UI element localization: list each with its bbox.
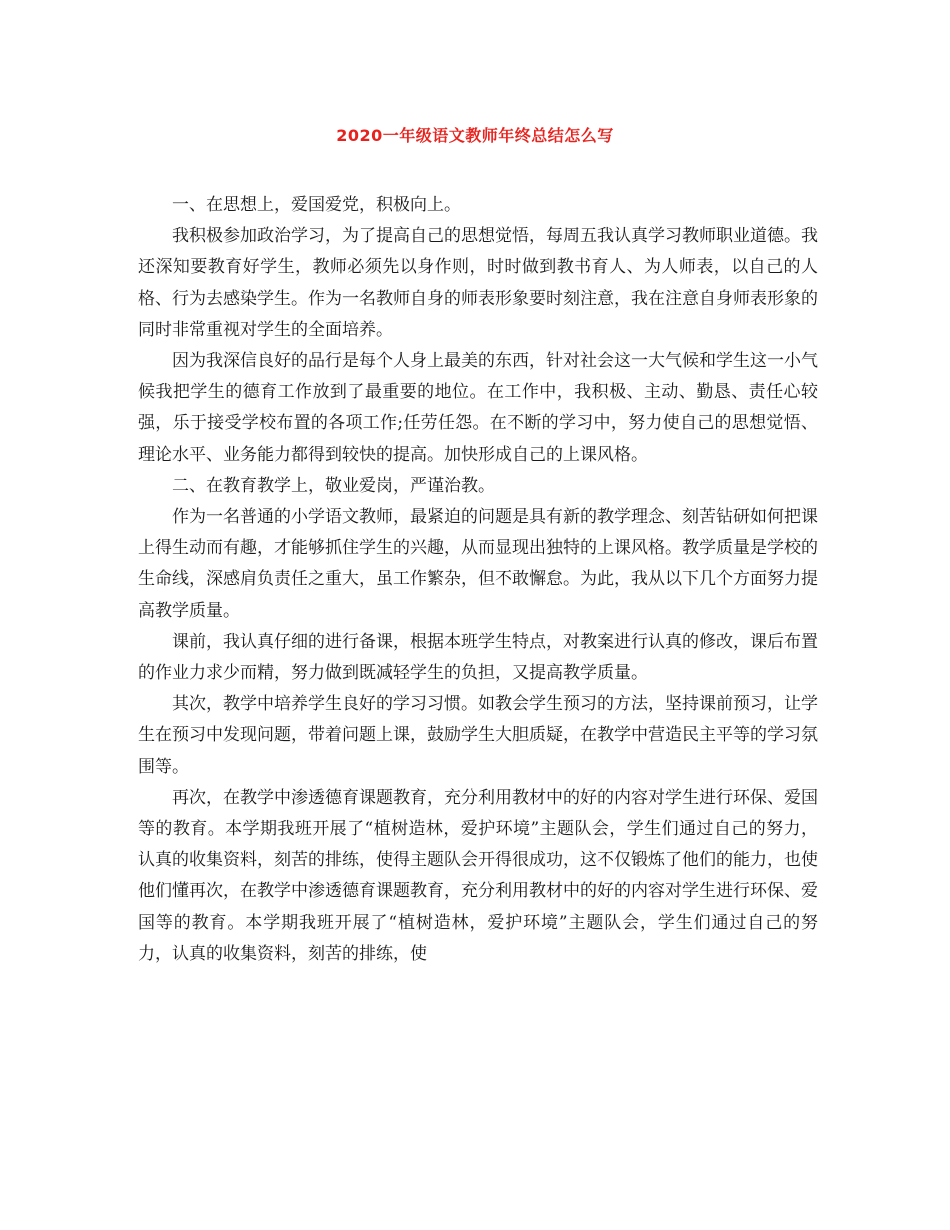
paragraph-heading-1: 一、在思想上，爱国爱党，积极向上。 — [172, 195, 461, 215]
document-body — [138, 190, 818, 970]
paragraph: 其次，教学中培养学生良好的学习习惯。如教会学生预习的方法，坚持课前预习，让学生在预习中发现问题，带着问题上课，鼓励学生大胆质疑，在教学中营造民主平等的学习氛围等。 — [138, 694, 818, 777]
document-title: 2020一年级语文教师年终总结怎么写 — [336, 126, 614, 145]
paragraph: 作为一名普通的小学语文教师，最紧迫的问题是具有新的教学理念、刻苦钻研如何把课上得生动而有趣，才能够抓住学生的兴趣，从而显现出独特的上课风格。教学质量是学校的生命线，深感肩负责任之重大，虽工作繁杂，但不敢懈怠。为此，我从以下几个方面努力提高教学质量。 — [138, 507, 818, 621]
paragraph: 因为我深信良好的品行是每个人身上最美的东西，针对社会这一大气候和学生这一小气候我把学生的德育工作放到了最重要的地位。在工作中，我积极、主动、勤恳、责任心较强，乐于接受学校布置的各项工作;任劳任怨。在不断的学习中，努力使自己的思想觉悟、理论水平、业务能力都得到较快的提高。加快形成自己的上课风格。 — [138, 351, 818, 465]
paragraph: 再次，在教学中渗透德育课题教育，充分利用教材中的好的内容对学生进行环保、爱国等的教育。本学期我班开展了“植树造林，爱护环境”主题队会，学生们通过自己的努力，认真的收集资料，刻苦的排练，使得主题队会开得很成功，这不仅锻炼了他们的能力，也使他们懂再次，在教学中渗透德育课题教育，充分利用教材中的好的内容对学生进行环保、爱国等的教育。本学期我班开展了“植树造林，爱护环境”主题队会，学生们通过自己的努力，认真的收集资料，刻苦的排练，使 — [138, 787, 818, 964]
paragraph: 我积极参加政治学习，为了提高自己的思想觉悟，每周五我认真学习教师职业道德。我还深知要教育好学生，教师必须先以身作则，时时做到教书育人、为人师表，以自己的人格、行为去感染学生。作为一名教师自身的师表形象要时刻注意，我在注意自身师表形象的同时非常重视对学生的全面培养。 — [138, 226, 818, 340]
paragraph: 课前，我认真仔细的进行备课，根据本班学生特点，对教案进行认真的修改，课后布置的作业力求少而精，努力做到既减轻学生的负担，又提高教学质量。 — [138, 631, 818, 684]
paragraph-heading-2: 二、在教育教学上，敬业爱岗，严谨治教。 — [172, 475, 495, 496]
